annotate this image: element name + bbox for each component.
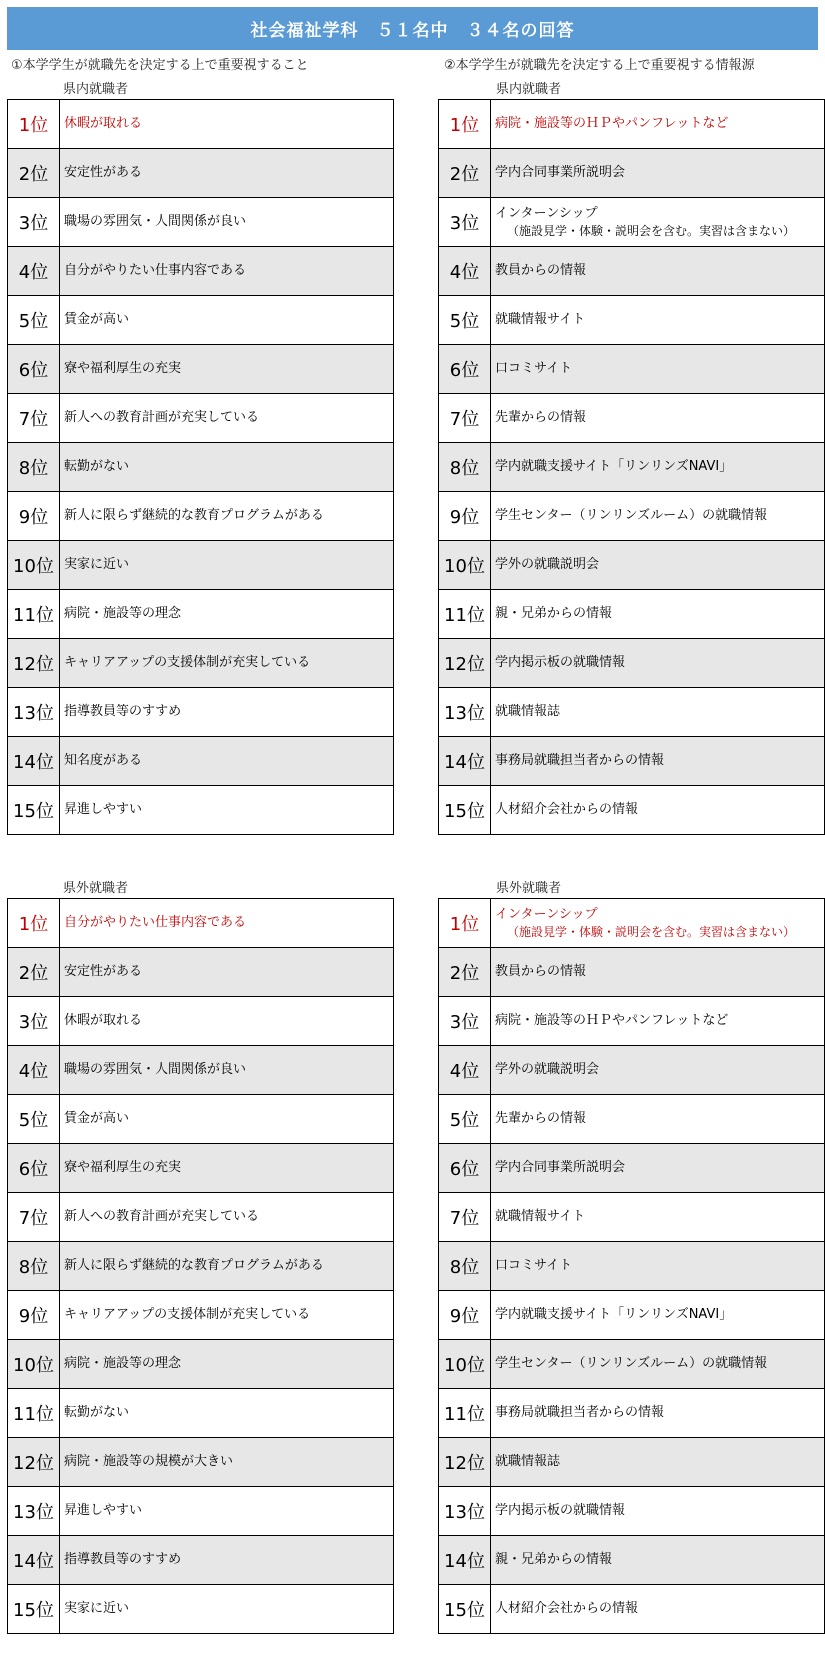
rank-cell: 9位 [8,1291,60,1340]
table-row [439,1291,825,1340]
left-out-label: 県外就職者 [63,881,129,896]
item-label: 転勤がない [64,1405,130,1421]
item-label: 職場の雰囲気・人間関係が良い [64,1062,247,1078]
right-section-heading: ②本学学生が就職先を決定する上で重要視する情報源 [444,58,755,73]
item-label: 口コミサイト [495,1258,573,1274]
item-label: 教員からの情報 [495,964,587,980]
table-row [8,1585,394,1634]
item-label: 学内掲示板の就職情報 [495,1503,626,1519]
item-label: 安定性がある [64,964,143,980]
item-cell [60,1536,394,1585]
rank-cell: 4位 [439,1046,491,1095]
item-label: 人材紹介会社からの情報 [495,802,639,818]
rank-cell: 10位 [8,541,60,590]
rank-cell: 5位 [8,296,60,345]
rank-cell: 8位 [439,443,491,492]
item-cell [60,247,394,296]
rank-cell: 4位 [439,247,491,296]
rank-cell: 4位 [8,247,60,296]
rank-cell: 7位 [8,1193,60,1242]
rank-cell: 5位 [8,1095,60,1144]
table-row [8,1242,394,1291]
left-in-ranking-table [7,99,394,835]
item-label: 安定性がある [64,165,143,181]
item-label: 先輩からの情報 [495,410,587,426]
item-cell [491,1242,825,1291]
rank-cell: 5位 [439,1095,491,1144]
rank-cell: 2位 [439,149,491,198]
item-note: （施設見学・体験・説明会を含む。実習は含まない） [507,924,796,939]
rank-cell: 9位 [439,1291,491,1340]
item-cell [60,394,394,443]
table-row [439,590,825,639]
rank-cell: 14位 [8,1536,60,1585]
item-label: 親・兄弟からの情報 [495,1552,613,1568]
table-row [439,1585,825,1634]
table-row [439,492,825,541]
rank-cell: 11位 [8,1389,60,1438]
rank-cell: 6位 [439,345,491,394]
item-cell [491,1389,825,1438]
item-cell [60,345,394,394]
rank-cell: 14位 [439,737,491,786]
rank-cell: 1位 [8,899,60,948]
item-label: キャリアアップの支援体制が充実している [64,1307,311,1323]
table-row [439,345,825,394]
rank-cell: 5位 [439,296,491,345]
item-cell [491,345,825,394]
table-row [8,1095,394,1144]
item-cell [491,688,825,737]
table-row [8,1487,394,1536]
rank-cell: 8位 [8,443,60,492]
table-row [439,737,825,786]
table-row [439,1193,825,1242]
rank-cell: 10位 [439,1340,491,1389]
rank-cell: 13位 [8,688,60,737]
item-cell [491,1487,825,1536]
item-label: 指導教員等のすすめ [64,704,182,720]
item-cell [491,1193,825,1242]
item-cell [491,1438,825,1487]
item-label: 自分がやりたい仕事内容である [64,263,247,279]
table-row [439,247,825,296]
item-cell [491,198,825,247]
table-row [8,443,394,492]
item-label: 病院・施設等のＨＰやパンフレットなど [495,1013,729,1029]
table-row [8,1291,394,1340]
table-row [439,1046,825,1095]
item-cell [491,541,825,590]
table-row [439,296,825,345]
item-label: 事務局就職担当者からの情報 [495,1405,665,1421]
table-row [8,899,394,948]
rank-cell: 15位 [439,786,491,835]
table-row [8,198,394,247]
rank-cell: 13位 [439,688,491,737]
item-label: 就職情報サイト [495,312,586,328]
item-cell [491,100,825,149]
item-label: 人材紹介会社からの情報 [495,1601,639,1617]
item-cell [491,247,825,296]
item-label: 学内合同事業所説明会 [495,165,626,181]
item-cell [60,1144,394,1193]
rank-cell: 2位 [8,149,60,198]
item-label: 賃金が高い [64,1111,130,1127]
table-row [8,688,394,737]
item-label: 休暇が取れる [64,116,143,132]
table-row [8,948,394,997]
item-label: 新人への教育計画が充実している [64,410,260,426]
item-label: 事務局就職担当者からの情報 [495,753,665,769]
item-label: 就職情報サイト [495,1209,586,1225]
item-cell [60,443,394,492]
rank-cell: 6位 [8,345,60,394]
rank-cell: 11位 [439,1389,491,1438]
item-cell [491,492,825,541]
rank-cell: 15位 [439,1585,491,1634]
rank-cell: 12位 [439,1438,491,1487]
rank-cell: 7位 [8,394,60,443]
rank-cell: 7位 [439,1193,491,1242]
item-cell [60,899,394,948]
rank-cell: 6位 [439,1144,491,1193]
table-row [439,1438,825,1487]
item-label: 転勤がない [64,459,130,475]
item-label: 学内合同事業所説明会 [495,1160,626,1176]
item-cell [491,639,825,688]
rank-cell: 15位 [8,786,60,835]
item-label: 学内就職支援サイト「リンリンズNAVI」 [495,1307,733,1323]
item-label: 実家に近い [64,557,130,573]
item-cell [491,296,825,345]
item-cell [60,688,394,737]
item-label: 賃金が高い [64,312,130,328]
item-label: 学内就職支援サイト「リンリンズNAVI」 [495,459,733,475]
item-label: キャリアアップの支援体制が充実している [64,655,311,671]
table-row [8,590,394,639]
rank-cell: 15位 [8,1585,60,1634]
item-cell [60,1487,394,1536]
table-row [8,541,394,590]
right-out-ranking-table [438,898,825,1634]
item-cell [60,198,394,247]
rank-cell: 13位 [439,1487,491,1536]
item-cell [60,541,394,590]
rank-cell: 7位 [439,394,491,443]
item-note: （施設見学・体験・説明会を含む。実習は含まない） [507,223,796,238]
item-cell [60,296,394,345]
rank-cell: 12位 [8,639,60,688]
rank-cell: 13位 [8,1487,60,1536]
table-row [8,1389,394,1438]
table-row [439,1095,825,1144]
item-cell [60,1585,394,1634]
item-label: インターンシップ [495,206,598,222]
rank-cell: 3位 [8,198,60,247]
item-label: 新人に限らず継続的な教育プログラムがある [64,508,324,524]
rank-cell: 11位 [439,590,491,639]
item-cell [491,1046,825,1095]
item-cell [491,737,825,786]
item-label: 学内掲示板の就職情報 [495,655,626,671]
item-cell [60,1291,394,1340]
table-row [8,1144,394,1193]
table-row [439,1242,825,1291]
table-row [439,1487,825,1536]
item-cell [60,1389,394,1438]
item-label: 職場の雰囲気・人間関係が良い [64,214,247,230]
item-label: 病院・施設等の規模が大きい [64,1454,234,1470]
table-row [439,639,825,688]
table-row [8,149,394,198]
table-row [8,345,394,394]
table-row [439,541,825,590]
item-cell [60,997,394,1046]
rank-cell: 3位 [439,198,491,247]
table-row [8,296,394,345]
item-cell [60,639,394,688]
item-label: 教員からの情報 [495,263,587,279]
rank-cell: 14位 [439,1536,491,1585]
item-label: 病院・施設等の理念 [64,606,182,622]
item-cell [60,1242,394,1291]
item-cell [60,590,394,639]
table-row [8,247,394,296]
rank-cell: 1位 [439,899,491,948]
item-label: 昇進しやすい [64,802,143,818]
rank-cell: 9位 [439,492,491,541]
left-in-label: 県内就職者 [63,82,129,97]
table-row [439,1389,825,1438]
item-cell [60,1438,394,1487]
item-label: 昇進しやすい [64,1503,143,1519]
item-label: 病院・施設等の理念 [64,1356,182,1372]
rank-cell: 3位 [8,997,60,1046]
item-cell [60,149,394,198]
item-label: 学生センター（リンリンズルーム）の就職情報 [495,1356,768,1372]
table-row [8,492,394,541]
rank-cell: 14位 [8,737,60,786]
item-label: 病院・施設等のＨＰやパンフレットなど [495,116,729,132]
item-label: 学外の就職説明会 [495,1062,600,1078]
table-row [439,899,825,948]
item-cell [491,1095,825,1144]
item-label: 口コミサイト [495,361,573,377]
item-cell [491,1144,825,1193]
item-label: 就職情報誌 [495,1454,561,1470]
table-row [439,997,825,1046]
item-label: 新人への教育計画が充実している [64,1209,260,1225]
item-label: 就職情報誌 [495,704,561,720]
right-in-ranking-table [438,99,825,835]
table-row [8,786,394,835]
item-label: 学外の就職説明会 [495,557,600,573]
item-cell [491,899,825,948]
item-label: 先輩からの情報 [495,1111,587,1127]
item-label: 親・兄弟からの情報 [495,606,613,622]
item-cell [60,786,394,835]
item-cell [491,1585,825,1634]
table-row [8,1340,394,1389]
table-row [8,100,394,149]
item-label: 新人に限らず継続的な教育プログラムがある [64,1258,324,1274]
item-cell [491,1536,825,1585]
item-cell [60,737,394,786]
rank-cell: 6位 [8,1144,60,1193]
rank-cell: 8位 [439,1242,491,1291]
rank-cell: 9位 [8,492,60,541]
left-out-ranking-table [7,898,394,1634]
table-row [439,1144,825,1193]
rank-cell: 12位 [439,639,491,688]
item-cell [491,394,825,443]
rank-cell: 4位 [8,1046,60,1095]
rank-cell: 10位 [439,541,491,590]
rank-cell: 8位 [8,1242,60,1291]
item-cell [60,948,394,997]
item-label: インターンシップ [495,907,598,923]
table-row [439,443,825,492]
table-row [8,394,394,443]
item-label: 自分がやりたい仕事内容である [64,915,247,931]
table-row [439,1340,825,1389]
table-row [8,737,394,786]
item-cell [60,1046,394,1095]
rank-cell: 12位 [8,1438,60,1487]
table-row [439,198,825,247]
item-cell [60,1193,394,1242]
item-cell [491,997,825,1046]
table-row [8,1536,394,1585]
rank-cell: 2位 [8,948,60,997]
item-cell [60,1095,394,1144]
item-cell [491,1291,825,1340]
rank-cell: 3位 [439,997,491,1046]
item-cell [491,786,825,835]
table-row [8,1046,394,1095]
rank-cell: 1位 [439,100,491,149]
right-out-label: 県外就職者 [496,881,562,896]
table-row [8,997,394,1046]
left-section-heading: ①本学学生が就職先を決定する上で重要視すること [11,58,309,73]
item-cell [491,590,825,639]
item-cell [60,100,394,149]
rank-cell: 1位 [8,100,60,149]
item-cell [60,1340,394,1389]
item-label: 寮や福利厚生の充実 [64,1160,182,1176]
item-label: 寮や福利厚生の充実 [64,361,182,377]
page-title: 社会福祉学科 ５１名中 ３４名の回答 [7,7,818,50]
table-row [439,1536,825,1585]
table-row [8,1438,394,1487]
table-row [439,100,825,149]
rank-cell: 10位 [8,1340,60,1389]
item-label: 休暇が取れる [64,1013,143,1029]
item-cell [491,1340,825,1389]
item-label: 指導教員等のすすめ [64,1552,182,1568]
table-row [439,688,825,737]
item-cell [60,492,394,541]
table-row [439,394,825,443]
table-row [8,1193,394,1242]
item-label: 学生センター（リンリンズルーム）の就職情報 [495,508,768,524]
item-cell [491,149,825,198]
table-row [439,948,825,997]
item-label: 実家に近い [64,1601,130,1617]
table-row [439,149,825,198]
table-row [8,639,394,688]
item-cell [491,443,825,492]
table-row [439,786,825,835]
rank-cell: 11位 [8,590,60,639]
item-label: 知名度がある [64,753,143,769]
item-cell [491,948,825,997]
right-in-label: 県内就職者 [496,82,562,97]
rank-cell: 2位 [439,948,491,997]
